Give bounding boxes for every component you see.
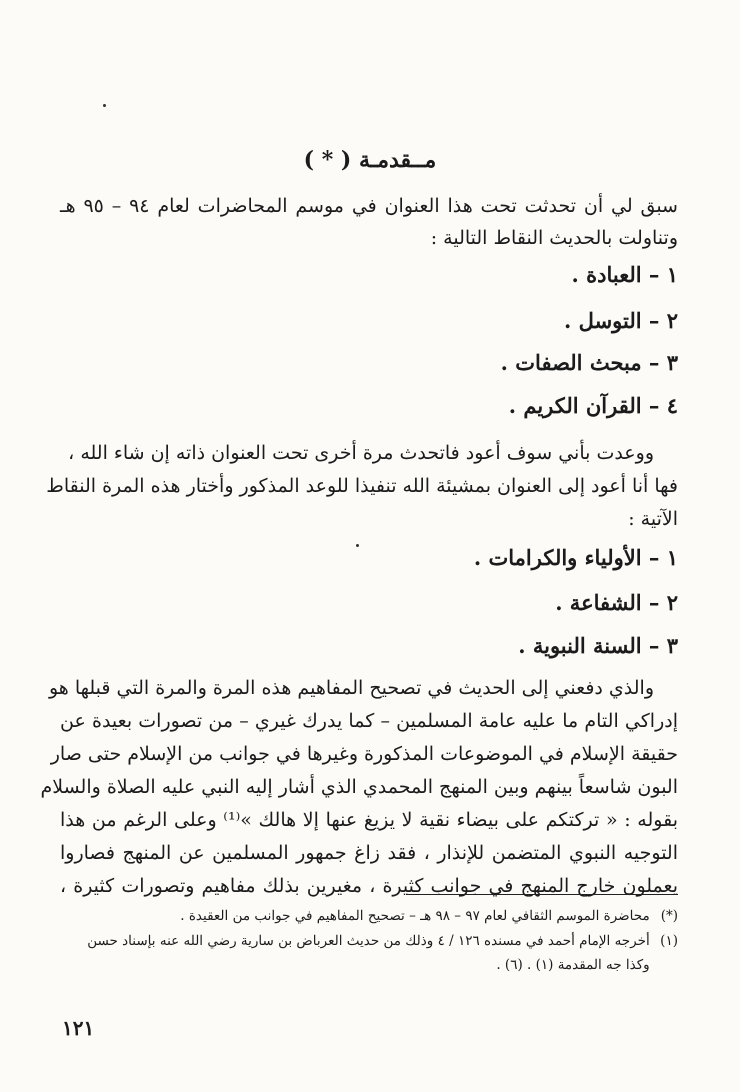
footnote-mark: (*) <box>660 908 678 924</box>
first-list-item-4: ٤ – القرآن الكريم . <box>508 393 678 418</box>
promise-line-1: ووعدت بأني سوف أعود فاتحدث مرة أخرى تحت العنوان ذاته إن شاء الله ، <box>68 442 654 464</box>
second-list-item-2: ٢ – الشفاعة . <box>555 590 678 615</box>
body-line-5: بقوله : « تركتكم على بيضاء نقية لا يزيغ عنها إلا هالك »⁽¹⁾ وعلى الرغم من هذا <box>60 809 678 831</box>
first-list-item-3: ٣ – مبحث الصفات . <box>500 350 678 375</box>
intro-line-2: وتناولت بالحديث النقاط التالية : <box>430 227 678 249</box>
first-list-item-1: ١ – العبادة . <box>571 262 678 287</box>
footnote-text: أخرجه الإمام أحمد في مسنده ١٢٦ / ٤ وذلك من حديث العرباض بن سارية رضي الله عنه بإسناد حسن <box>87 933 650 949</box>
footnote-2 <box>60 933 678 949</box>
footnote-1 <box>60 908 678 924</box>
ink-speck <box>103 104 106 107</box>
second-list-item-3: ٣ – السنة النبوية . <box>518 633 678 658</box>
body-line-6: التوجيه النبوي المتضمن للإنذار ، فقد زاغ جمهور المسلمين عن المنهج فصاروا <box>60 842 678 864</box>
footnote-divider <box>406 894 678 895</box>
footnote-mark: (١) <box>660 933 678 949</box>
body-line-3: حقيقة الإسلام في الموضوعات المذكورة وغيرها في جوانب من الإسلام حتى صار <box>50 743 678 765</box>
body-line-7: يعملون خارج المنهج في جوانب كثيرة ، مغيرين بذلك مفاهيم وتصورات كثيرة ، <box>60 875 678 897</box>
body-line-1: والذي دفعني إلى الحديث في تصحيح المفاهيم هذه المرة والمرة التي قبلها هو <box>48 677 654 699</box>
second-list-item-1: ١ – الأولياء والكرامات . <box>473 545 678 570</box>
intro-line-1: سبق لي أن تحدثت تحت هذا العنوان في موسم المحاضرات لعام ٩٤ – ٩٥ هـ <box>60 195 678 217</box>
promise-line-2: فها أنا أعود إلى العنوان بمشيئة الله تنفيذا للوعد المذكور وأختار هذه المرة النقاط <box>46 475 678 497</box>
footnote-3 <box>60 957 678 973</box>
promise-line-3: الآتية : <box>628 508 678 530</box>
body-line-2: إدراكي التام ما عليه عامة المسلمين – كما يدرك غيري – من تصورات بعيدة عن <box>60 710 678 732</box>
page-number: ١٢١ <box>62 1016 95 1040</box>
first-list-item-2: ٢ – التوسل . <box>564 308 678 333</box>
page-title: مــقدمـة ( * ) <box>303 147 437 173</box>
footnote-text: وكذا جه المقدمة (١) . (٦) . <box>496 957 650 973</box>
footnote-text: محاضرة الموسم الثقافي لعام ٩٧ – ٩٨ هـ – تصحيح المفاهيم في جوانب من العقيدة . <box>180 908 650 924</box>
body-line-4: البون شاسعاً بينهم وبين المنهج المحمدي الذي أشار إليه النبي عليه الصلاة والسلام <box>40 776 678 798</box>
